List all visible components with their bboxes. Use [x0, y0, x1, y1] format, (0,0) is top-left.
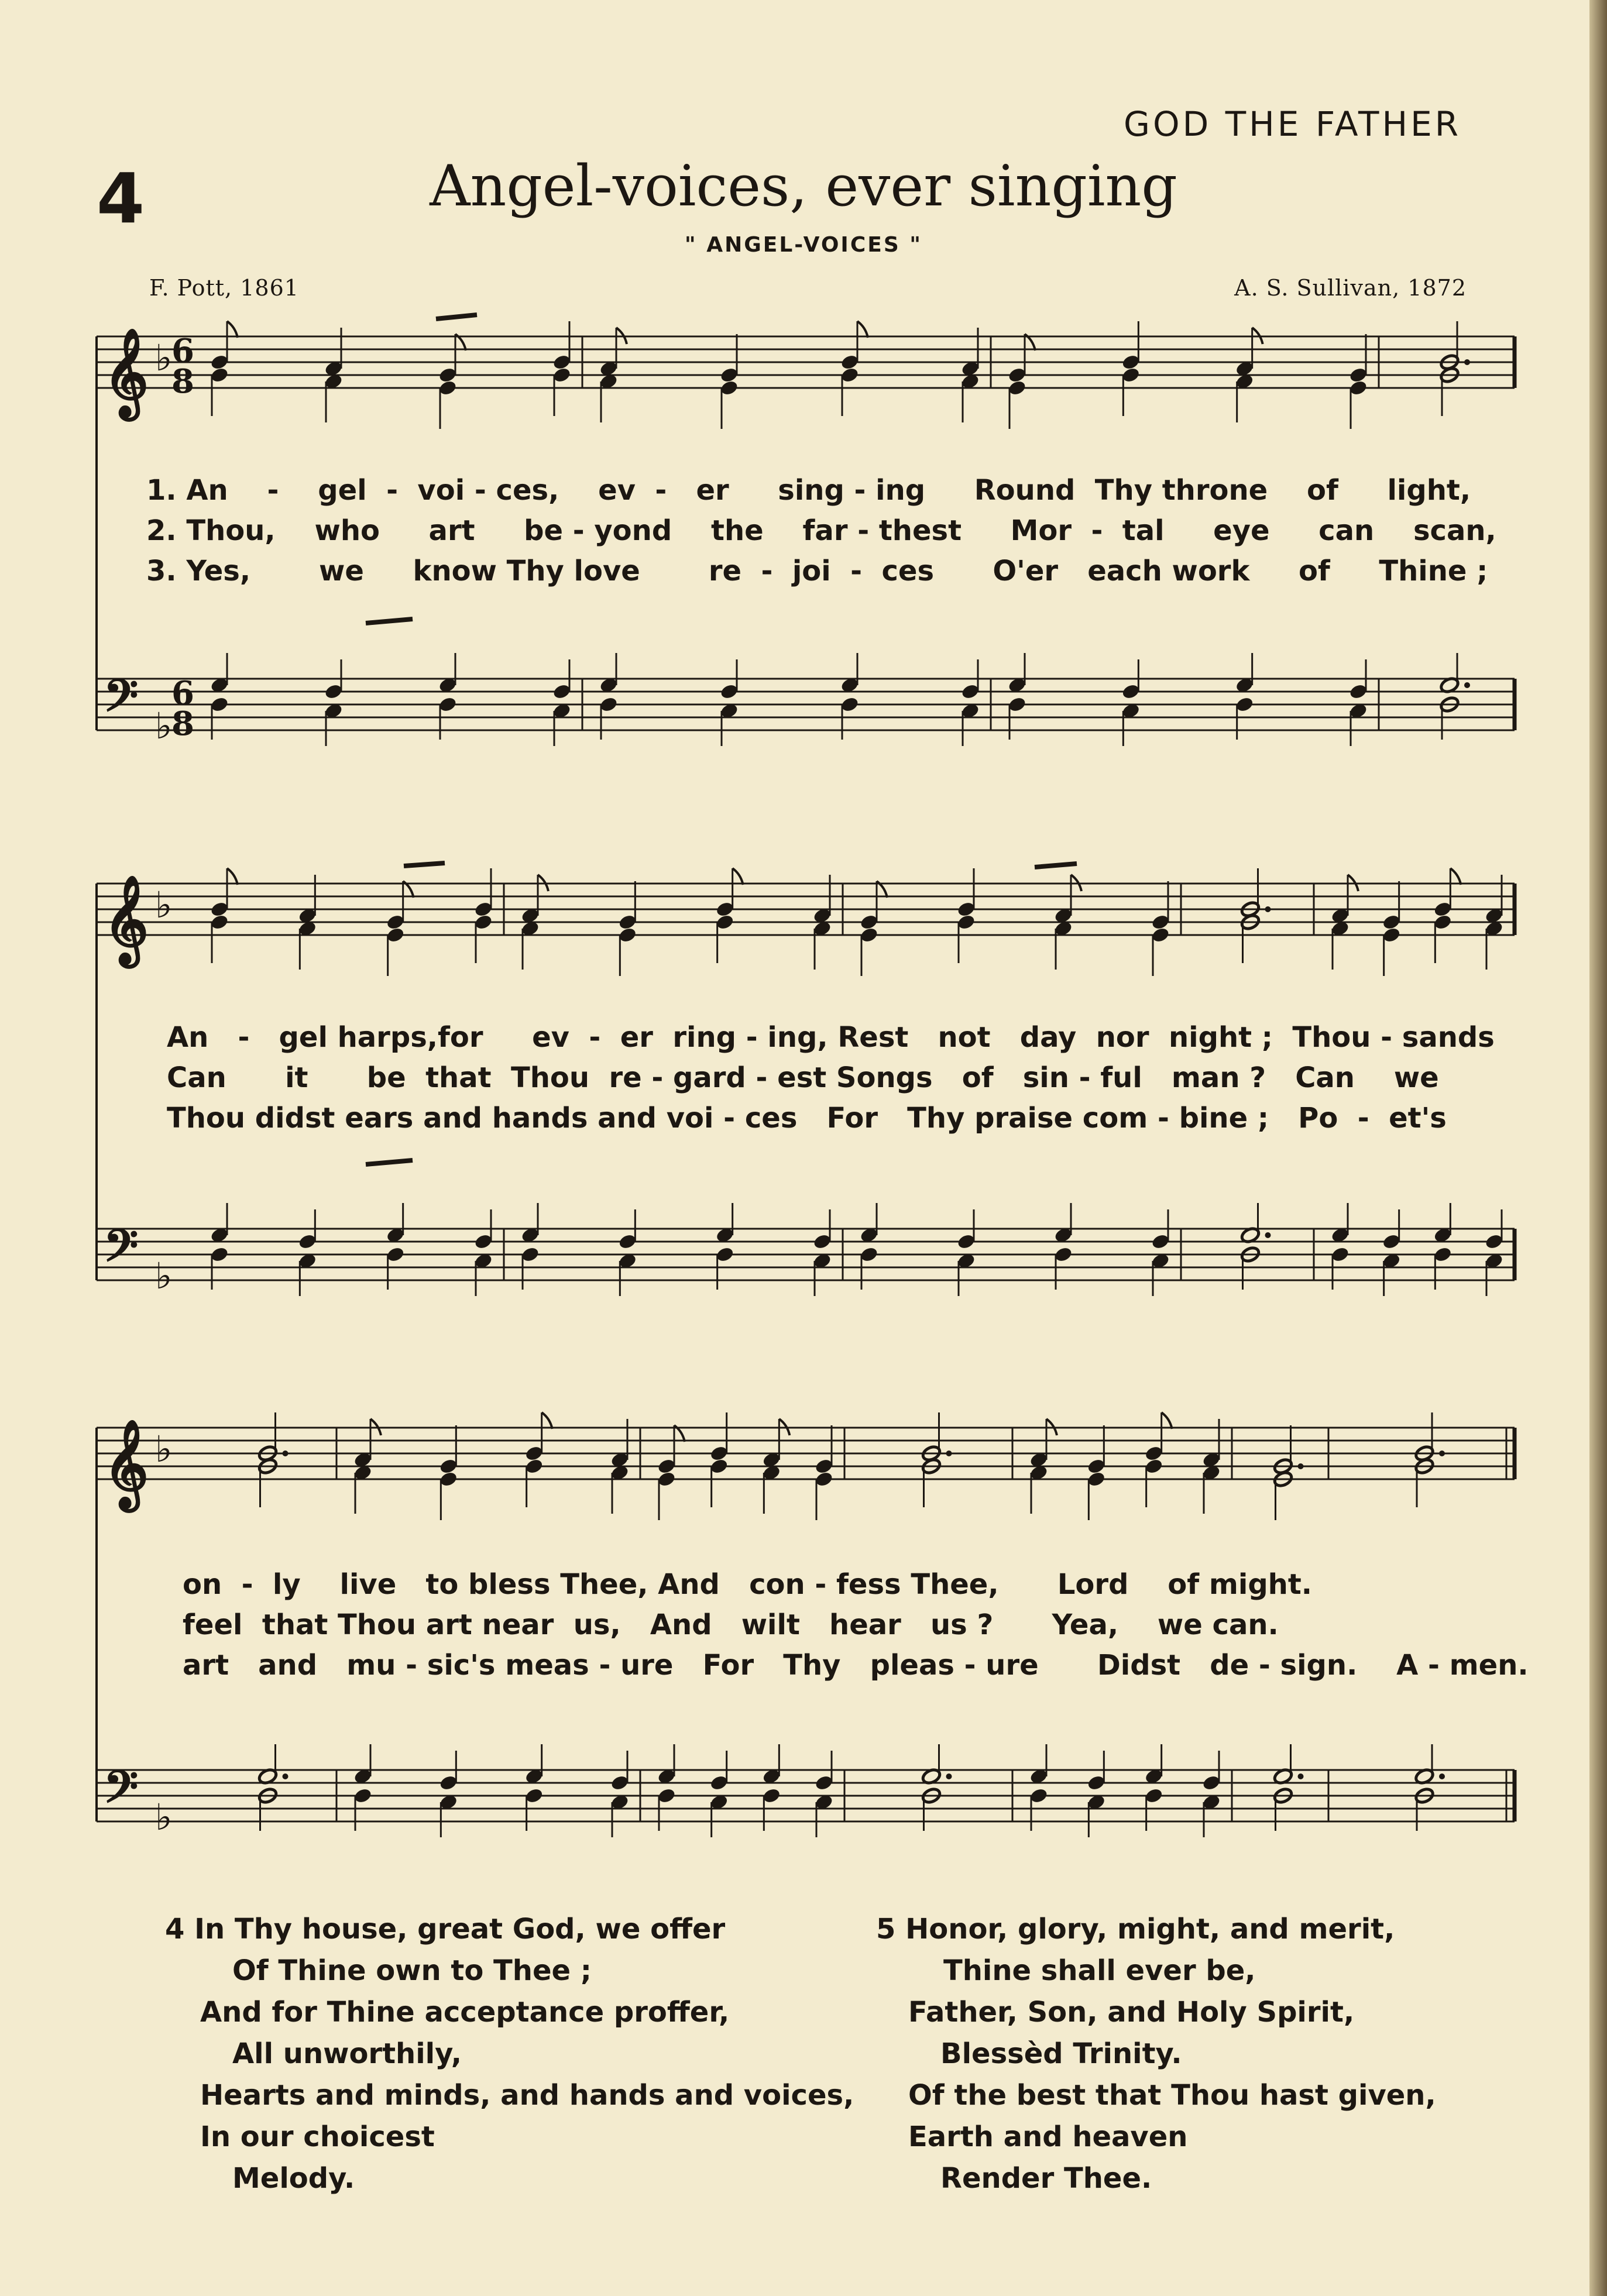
dot — [283, 1773, 289, 1779]
flat-icon: ♭ — [155, 1796, 173, 1838]
flat-icon: ♭ — [155, 1428, 173, 1470]
bass-clef-icon: 𝄢 — [104, 1219, 139, 1283]
lyric-line: Thou didst ears and hands and voi - ces For Thy praise com - bine ; Po - et's — [167, 1102, 1447, 1135]
lyric-line: on - ly live to bless Thee, And con - fess Thee, Lord of might. — [183, 1568, 1313, 1601]
stanza-line: Blessèd Trinity. — [940, 2037, 1182, 2070]
lyric-line: 3. Yes, we know Thy love re - joi - ces O'er each work of Thine ; — [146, 555, 1488, 587]
tune-name: " ANGEL-VOICES " — [684, 233, 923, 257]
stanza-line: Thine shall ever be, — [943, 1954, 1256, 1987]
dot — [283, 1451, 289, 1456]
note-flag — [1162, 1412, 1172, 1429]
author-credit: F. Pott, 1861 — [149, 275, 299, 301]
note-beam — [1035, 864, 1077, 867]
bass-clef-icon: 𝄢 — [104, 669, 139, 733]
dot — [1265, 1232, 1271, 1238]
note-beam — [366, 619, 413, 623]
page-edge — [1589, 0, 1607, 2296]
note-flag — [542, 1412, 552, 1429]
note-flag — [227, 868, 238, 885]
dot — [1439, 1451, 1445, 1456]
section-heading: GOD THE FATHER — [1124, 104, 1462, 144]
flat-icon: ♭ — [155, 336, 173, 379]
note-flag — [733, 868, 743, 885]
note-flag — [1450, 868, 1461, 885]
time-signature: 8 — [171, 362, 194, 401]
bass-clef-icon: 𝄢 — [104, 1761, 139, 1824]
dot — [1464, 682, 1470, 688]
flat-icon: ♭ — [155, 704, 173, 747]
time-signature: 6 — [171, 674, 194, 713]
lyric-line: 1. An - gel - voi - ces, ev - er sing - ing Round Thy throne of light, — [146, 474, 1471, 507]
dot — [1439, 1773, 1445, 1779]
stanza-line: Of Thine own to Thee ; — [232, 1954, 592, 1987]
dot — [946, 1451, 952, 1456]
note-flag — [227, 321, 238, 338]
stanza-line: 4 In Thy house, great God, we offer — [165, 1913, 726, 1946]
hymn-number: 4 — [97, 158, 145, 239]
stanza-line: In our choicest — [200, 2120, 435, 2153]
lyric-line: An - gel harps,for ev - er ring - ing, Rest not day nor night ; Thou - sands — [167, 1021, 1495, 1054]
stanza-5 — [876, 1909, 1436, 2199]
dot — [946, 1773, 952, 1779]
treble-clef-icon: 𝄞 — [104, 327, 149, 417]
hymn-title: Angel-voices, ever singing — [430, 153, 1177, 219]
dot — [1464, 359, 1470, 365]
note-beam — [436, 315, 477, 319]
stanza-line: Earth and heaven — [908, 2120, 1188, 2153]
lyric-line: 2. Thou, who art be - yond the far - thest Mor - tal eye can scan, — [146, 514, 1496, 547]
dot — [1298, 1463, 1304, 1469]
stanza-4 — [165, 1909, 854, 2199]
time-signature: 6 — [171, 332, 194, 370]
note-flag — [857, 321, 868, 338]
stanza-line: Of the best that Thou hast given, — [908, 2079, 1436, 2112]
composer-credit: A. S. Sullivan, 1872 — [1234, 275, 1467, 301]
note-beam — [366, 1160, 413, 1164]
stanza-line: 5 Honor, glory, might, and merit, — [876, 1913, 1395, 1946]
stanza-line: Father, Son, and Holy Spirit, — [908, 1996, 1355, 2029]
dot — [1298, 1773, 1304, 1779]
stanza-line: All unworthily, — [232, 2037, 462, 2070]
flat-icon: ♭ — [155, 1254, 173, 1297]
lyric-line: Can it be that Thou re - gard - est Songs of sin - ful man ? Can we — [167, 1061, 1439, 1094]
stanza-line: Melody. — [232, 2162, 355, 2195]
note-beam — [404, 863, 445, 866]
stanza-line: Hearts and minds, and hands and voices, — [200, 2079, 854, 2112]
stanza-line: And for Thine acceptance proffer, — [200, 1996, 730, 2029]
stanza-line: Render Thee. — [940, 2162, 1152, 2195]
treble-clef-icon: 𝄞 — [104, 874, 149, 964]
lyric-line: feel that Thou art near us, And wilt hear us ? Yea, we can. — [183, 1608, 1279, 1641]
dot — [1265, 906, 1271, 912]
treble-clef-icon: 𝄞 — [104, 1418, 149, 1508]
lyric-line: art and mu - sic's meas - ure For Thy pleas - ure Didst de - sign. A - men. — [183, 1649, 1529, 1682]
flat-icon: ♭ — [155, 884, 173, 926]
time-signature: 8 — [171, 704, 194, 743]
